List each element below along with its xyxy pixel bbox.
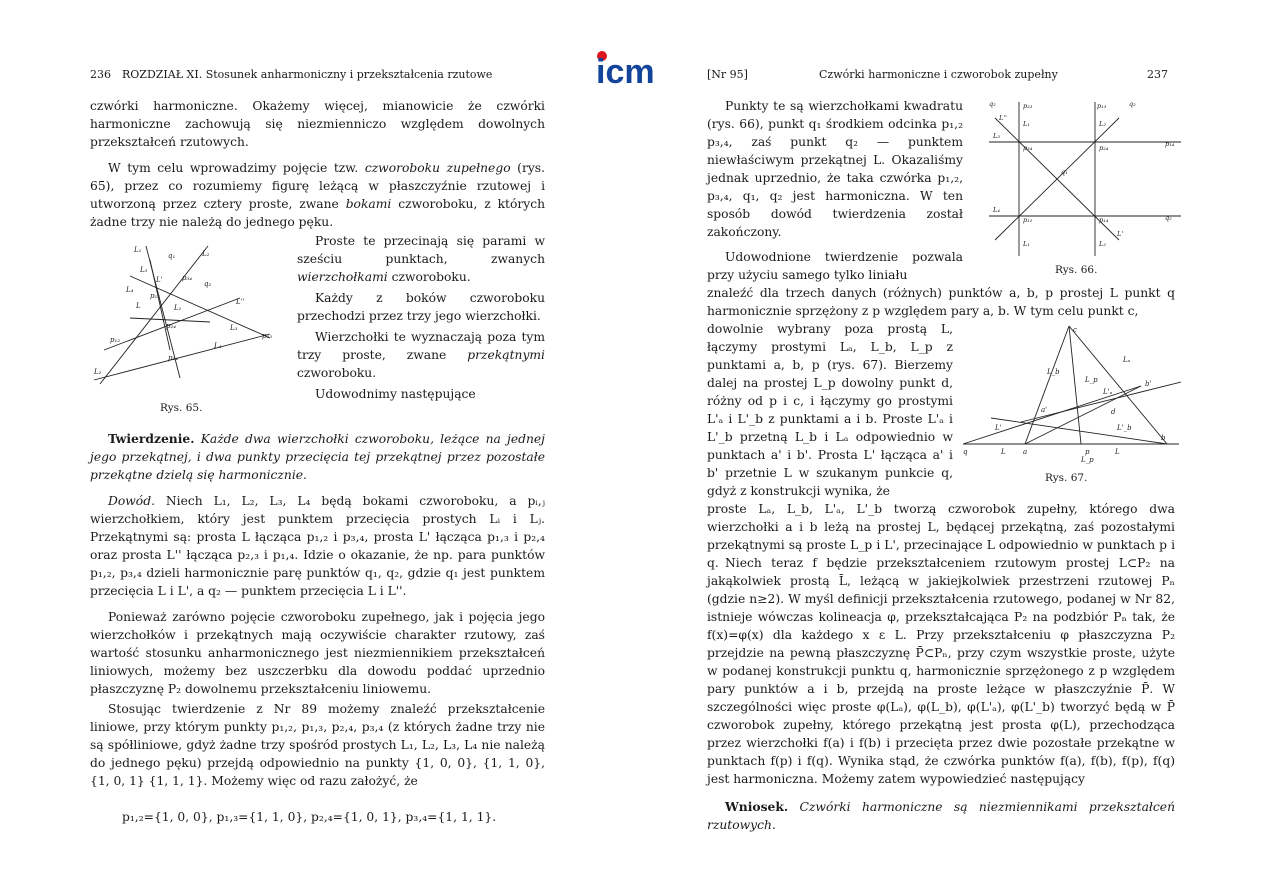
left-running-title: ROZDZIAŁ XI. Stosunek anharmoniczny i przekształcenia rzutowe [122, 68, 493, 81]
term-diagonals: przekątnymi [467, 348, 545, 362]
figure-66-caption: Rys. 66. [1055, 264, 1098, 276]
left-paragraph-2 [90, 159, 545, 231]
right-paragraph-2d: proste Lₐ, L_b, L'ₐ, L'_b tworzą czworobok zupełny, którego dwa wierzchołki a i b leżą na prostej L, będącej przekątną, zaś pozostałymi przekątnymi są proste L_p i L', przecinające L odpowiednio w punktach p i q. [707, 502, 1175, 570]
svg-text:Lₐ: Lₐ [1123, 356, 1131, 364]
svg-text:L_p: L_p [1081, 456, 1094, 464]
right-paragraph-3: Niech teraz f będzie przekształceniem rzutowym prostej L⊂P₂ na jakąkolwiek prostą L̄, leżącą w jakiejkolwiek przestrzeni rzutowej Pₙ (gdzie n≥2). W myśl definicji przekształcenia rzutowego, podanej w Nr 82, istnieje wówczas kolineacja φ, przekształcająca P₂ na podzbiór Pₙ tak, że f(x)=φ(x) dla każdego x ε L. Przy przekształceniu φ płaszczyzna P₂ przejdzie na pewną płaszczyznę P̄⊂Pₙ, przy czym wszystkie proste, użyte w podanej konstrukcji punktu q, harmonicznie sprzężonego z p względem pary punktów a i b, przejdą na proste leżące w płaszczyźnie P̄. W szczególności więc proste φ(Lₐ), φ(L_b), φ(L'ₐ), φ(L'_b) tworzyć będą w P̄ czworobok zupełny, którego przekątną jest prosta φ(L), przechodząca przez wierzchołki f(a) i f(b) i przecięta przez dwie pozostałe przekątne w punktach f(p) i f(q). Wynika stąd, że czwórka punktów f(a), f(b), f(p), f(q) jest harmoniczna. Możemy zatem wypowiedzieć następujący [707, 556, 1175, 786]
corollary [707, 798, 1175, 834]
svg-text:L₃: L₃ [230, 324, 238, 332]
left-paragraph-6: Udowodnimy następujące [315, 387, 476, 401]
svg-text:L'': L'' [236, 298, 245, 306]
svg-text:L₄: L₄ [993, 206, 1000, 214]
svg-text:L: L [136, 302, 141, 310]
proof-label: Dowód. [108, 494, 155, 508]
left-paragraph-1: czwórki harmoniczne. Okażemy więcej, mianowicie że czwórki harmoniczne zachowują się niezmienniczo względem dowolnych przekształceń rzutowych. [90, 99, 545, 149]
left-paragraph-7: Ponieważ zarówno pojęcie czworoboku zupełnego, jak i pojęcia jego wierzchołków i przekątnych mają oczywiście charakter rzutowy, zaś wartość stosunku anharmonicznego jest niezmiennikiem przekształceń liniowych, możemy bez uszczerbku dla dowodu poddać uprzednio płaszczyznę P₂ dowolnemu przekształceniu liniowemu. [90, 610, 545, 696]
svg-text:q₂: q₂ [1129, 100, 1136, 108]
right-paragraph-2a: Udowodnione twierdzenie pozwala przy użyciu samego tylko liniału [707, 250, 963, 282]
svg-text:p₂₃: p₂₃ [1023, 102, 1033, 110]
term-complete-quadrilateral: czworoboku zupełnego [364, 161, 511, 175]
svg-text:L'ₐ: L'ₐ [1103, 388, 1113, 396]
corollary-text: Czwórki harmoniczne są niezmiennikami przekształceń rzutowych. [707, 800, 1175, 832]
right-running-title: Czwórki harmoniczne i czworobok zupełny [819, 68, 1058, 81]
svg-text:q: q [963, 448, 968, 456]
svg-text:L₃: L₃ [993, 132, 1000, 140]
svg-text:b: b [1161, 434, 1166, 442]
svg-text:p: p [1085, 448, 1090, 456]
svg-text:p₁₃: p₁₃ [150, 292, 161, 300]
p3-text-b: czworoboku. [387, 270, 471, 284]
svg-text:p₁₄: p₁₄ [1165, 140, 1175, 148]
right-page [631, 0, 1263, 894]
proof [90, 492, 545, 600]
svg-text:a': a' [1041, 406, 1048, 414]
term-vertices: wierzchołkami [297, 270, 388, 284]
left-paragraph-8: Stosując twierdzenie z Nr 89 możemy znaleźć przekształcenie liniowe, przy którym punkty p₁,₂, p₁,₃, p₂,₄, p₃,₄ (z których żadne trzy nie są spółliniowe, gdyż żadne trzy spośród prostych L₁, L₂, L₃, L₄ nie należą do jednego pęku) przejdą odpowiednio na punkty {1, 0, 0}, {1, 1, 0}, {1, 0, 1} {1, 1, 1}. Możemy więc od razu założyć, że [90, 702, 545, 788]
p2-text-a: W tym celu wprowadzimy pojęcie tzw. [108, 161, 365, 175]
corollary-label: Wniosek. [725, 799, 789, 814]
figure-65-diagram [90, 238, 280, 388]
p3-text-a: Proste te przecinają się parami w sześciu punktach, zwanych [297, 234, 545, 266]
figure-65-caption: Rys. 65. [160, 402, 203, 414]
svg-text:L₂: L₂ [202, 250, 210, 258]
svg-text:p₂₄: p₂₄ [166, 322, 177, 330]
figure-67 [961, 322, 1181, 464]
svg-text:q₂: q₂ [1165, 214, 1172, 222]
left-paragraph-3 [297, 232, 545, 286]
svg-text:p₃₄: p₃₄ [182, 274, 193, 282]
svg-text:L₄: L₄ [214, 342, 222, 350]
svg-text:p₁₃: p₁₃ [1097, 102, 1107, 110]
figure-66-diagram [985, 96, 1185, 262]
svg-text:p₃₄: p₃₄ [1023, 144, 1033, 152]
svg-text:L₁: L₁ [174, 304, 182, 312]
svg-text:L': L' [156, 276, 163, 284]
figure-65 [90, 238, 280, 388]
term-sides: bokami [345, 197, 392, 211]
figure-67-caption: Rys. 67. [1045, 472, 1088, 484]
svg-text:q₂: q₂ [204, 280, 212, 288]
left-paragraph-4: Każdy z boków czworoboku przechodzi przez trzy jego wierzchołki. [297, 291, 545, 323]
svg-text:b': b' [1145, 380, 1152, 388]
right-paragraph-2b: znaleźć dla trzech danych (różnych) punktów a, b, p prostej L punkt q harmonicznie sprzężony z p względem pary a, b. W tym celu punkt c, [707, 286, 1175, 318]
svg-text:L': L' [1117, 230, 1124, 238]
left-paragraph-5 [297, 328, 545, 382]
svg-text:p₂₃: p₂₃ [262, 332, 273, 340]
svg-text:a: a [1023, 448, 1028, 456]
svg-text:L₁: L₁ [1023, 120, 1030, 128]
svg-text:q₁: q₁ [1061, 168, 1068, 176]
svg-text:d: d [1111, 408, 1116, 416]
svg-text:L₁: L₁ [134, 246, 142, 254]
svg-text:c: c [1073, 326, 1077, 334]
proof-text: Niech L₁, L₂, L₃, L₄ będą bokami czworoboku, a pᵢ,ⱼ wierzchołkiem, który jest punktem przecięcia prostych Lᵢ i Lⱼ. Przekątnymi są: prosta L łącząca p₁,₂ i p₃,₄, prosta L' łącząca p₁,₃ i p₂,₄ oraz prosta L'' łącząca p₂,₃ i p₁,₄. Idzie o okazanie, że np. para punktów p₁,₂, p₃,₄ dzieli harmonicznie parę punktów q₁, q₂, gdzie q₁ jest punktem przecięcia L i L', a q₂ — punktem przecięcia L i L''. [90, 494, 545, 598]
left-page [0, 0, 631, 894]
svg-text:L'_b: L'_b [1117, 424, 1132, 432]
theorem-label: Twierdzenie. [108, 431, 195, 446]
right-bracket-ref: [Nr 95] [707, 68, 748, 81]
svg-text:q₁: q₁ [168, 252, 176, 260]
svg-text:L₂: L₂ [1099, 240, 1106, 248]
svg-text:L₁: L₁ [1023, 240, 1030, 248]
svg-text:L₂: L₂ [94, 368, 102, 376]
svg-text:L'': L'' [999, 114, 1007, 122]
left-page-number: 236 [90, 68, 111, 81]
right-paragraph-2c: dowolnie wybrany poza prostą L, łączymy prostymi Lₐ, L_b, L_p z punktami a, b, p (rys. 67). Bierzemy dalej na prostej L_p dowolny punkt d, różny od p i c, i łączymy go prostymi L'ₐ i L'_b z punktami a i b. Proste L'ₐ i L'_b przetną L_b i Lₐ odpowiednio w punktach a' i b'. Prosta L' łącząca a' i b' przetnie L w szukanym punkcie q, gdyż z konstrukcji wynika, że [707, 322, 953, 498]
svg-text:L₄: L₄ [126, 286, 134, 294]
figure-66 [985, 96, 1185, 262]
p2-text-c: czworoboku, z których żadne trzy nie należą do jednego pęku. [90, 197, 545, 229]
svg-text:L_b: L_b [1047, 368, 1060, 376]
figure-67-diagram [961, 322, 1181, 464]
svg-text:L₃: L₃ [140, 266, 148, 274]
svg-text:L: L [1001, 448, 1006, 456]
theorem [90, 430, 545, 484]
svg-text:p₁₂: p₁₂ [1023, 216, 1033, 224]
svg-text:q₂: q₂ [989, 100, 996, 108]
svg-text:L₂: L₂ [1099, 120, 1106, 128]
svg-text:icm: icm [596, 53, 655, 88]
svg-text:p₁₂: p₁₂ [110, 336, 121, 344]
theorem-text: Każde dwa wierzchołki czworoboku, leżące na jednej jego przekątnej, i dwa punkty przecięcia tej przekątnej przez pozostałe przekątne dzielą się harmonicznie. [90, 432, 545, 482]
svg-text:p₁₄: p₁₄ [168, 354, 179, 362]
svg-text:p₁₄: p₁₄ [1099, 216, 1109, 224]
svg-text:p₂₄: p₂₄ [1099, 144, 1109, 152]
svg-text:L': L' [995, 424, 1002, 432]
p5-text-b: czworoboku. [297, 366, 377, 380]
right-paragraph-1: Punkty te są wierzchołkami kwadratu (rys. 66), punkt q₁ środkiem odcinka p₁,₂ p₃,₄, zaś punkt q₂ — punktem niewłaściwym przekątnej L. Okazaliśmy jednak uprzednio, że taka czwórka p₁,₂, p₃,₄, q₁, q₂ jest harmoniczna. W ten sposób dowód twierdzenia został zakończony. [707, 99, 963, 239]
p2-text-b: (rys. 65), przez co rozumiemy figurę leżącą w płaszczyźnie rzutowej i utworzoną przez cztery proste, zwane [90, 161, 545, 211]
svg-text:L: L [1115, 448, 1120, 456]
svg-text:L_p: L_p [1085, 376, 1098, 384]
right-page-number: 237 [1147, 68, 1168, 81]
p5-text-a: Wierzchołki te wyznaczają poza tym trzy proste, zwane [297, 330, 545, 362]
equation-points: p₁,₂={1, 0, 0}, p₁,₃={1, 1, 0}, p₂,₄={1, 0, 1}, p₃,₄={1, 1, 1}. [122, 810, 497, 824]
